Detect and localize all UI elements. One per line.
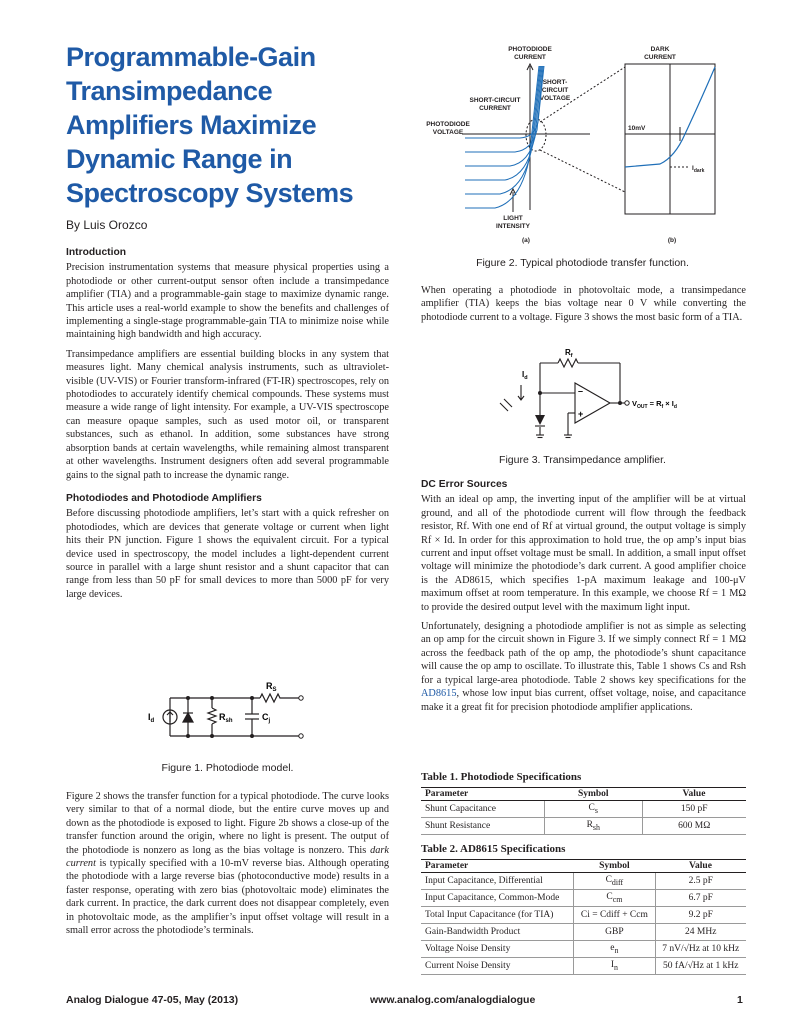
table-header: Parameter xyxy=(421,788,545,801)
ad8615-link[interactable]: AD8615 xyxy=(421,688,457,700)
light-intensity-label: LIGHT INTENSITY xyxy=(496,215,530,230)
table-row: Input Capacitance, Common-Mode $C_{cm}$ 6.7 pF xyxy=(421,890,746,907)
noninverting-input-sign: + xyxy=(578,409,584,419)
table-2 xyxy=(421,859,746,975)
figure-2a-label: (a) xyxy=(522,237,530,244)
vout-label: $V_{OUT} = R_f \times I_d$ xyxy=(632,399,677,410)
table-header: Value xyxy=(642,788,746,801)
short-circuit-current-label: SHORT-CIRCUIT CURRENT xyxy=(469,97,521,112)
table-header: Symbol xyxy=(545,788,643,801)
title-line: Programmable-Gain xyxy=(66,42,316,72)
table-row: Shunt Resistance $R_{sh}$ 600 MΩ xyxy=(421,818,746,835)
tia-intro-paragraph: When operating a photodiode in photovoltaic mode, a transimpedance amplifier (TIA) keeps the bias voltage near 0 V while converting the photodiode current to a voltage. Figure 3 shows the most basic form of a TIA. xyxy=(421,285,746,323)
photodiodes-heading: Photodiodes and Photodiode Amplifiers xyxy=(66,492,262,504)
photodiodes-paragraph-2: Figure 2 shows the transfer function for a typical photodiode. The curve looks very similar to that of a normal diode, but the entire curve moves up and down as the photodiode is exposed to light. Figure 2b shows a close-up of the transfer function around the origin, where no light is present. The output of the photodiode is nonzero as long as the bias voltage is nonzero. This dark current is typically specified with a 10-mV reverse bias. Although operating the photodiode with a large reverse bias (photoconductive mode) results in a faster response, operating with zero bias (photovoltaic mode) eliminates the dark current. In practice, the dark current does not disappear completely, even in photovoltaic mode, as the amplifier’s input offset voltage will result in a small error across the photodiode’s terminals. xyxy=(66,791,389,937)
figure-2-caption: Figure 2. Typical photodiode transfer function. xyxy=(476,257,689,269)
table-row: Voltage Noise Density $e_n$ 7 nV/√Hz at 10 kHz xyxy=(421,941,746,958)
table-row: Current Noise Density $I_n$ 50 fA/√Hz at 1 kHz xyxy=(421,958,746,975)
table-1 xyxy=(421,787,746,835)
table-row: Shunt Capacitance $C_s$ 150 pF xyxy=(421,801,746,818)
photodiode-current-label: PHOTODIODE CURRENT xyxy=(508,46,552,61)
idark-label: $I_{dark}$ xyxy=(692,165,705,174)
table-1-title: Table 1. Photodiode Specifications xyxy=(421,771,582,783)
id-label: $I_d$ xyxy=(148,712,155,724)
right-column-top xyxy=(421,284,746,330)
figure-2b-label: (b) xyxy=(667,237,677,244)
footer-url[interactable]: www.analog.com/analogdialogue xyxy=(370,994,536,1006)
dc-error-heading: DC Error Sources xyxy=(421,479,508,490)
figure-3-caption: Figure 3. Transimpedance amplifier. xyxy=(499,454,666,466)
ten-mv-label: 10mV xyxy=(628,125,646,132)
table-2-title: Table 2. AD8615 Specifications xyxy=(421,843,566,855)
short-circuit-voltage-label: SHORT-CIRCUIT VOLTAGE xyxy=(539,79,571,102)
byline: By Luis Orozco xyxy=(66,218,148,232)
rf-label: $R_f$ xyxy=(565,348,573,359)
left-column-top xyxy=(66,246,389,607)
table-row: Total Input Capacitance (for TIA) Ci = Cdiff + Ccm 9.2 pF xyxy=(421,907,746,924)
introduction-heading: Introduction xyxy=(66,247,127,258)
cj-label: $C_j$ xyxy=(262,712,271,724)
footer-publication: Analog Dialogue 47-05, May (2013) xyxy=(66,994,239,1006)
title-line: Dynamic Range in xyxy=(66,144,293,174)
rs-label: $R_S$ xyxy=(266,681,277,693)
article-title xyxy=(66,40,386,210)
rsh-label: $R_{sh}$ xyxy=(219,712,233,724)
photodiode-voltage-label: PHOTODIODE VOLTAGE xyxy=(426,121,470,136)
figure-2-transfer-function xyxy=(420,42,720,252)
title-line: Transimpedance xyxy=(66,76,273,106)
id-label: $I_d$ xyxy=(522,370,528,381)
title-line: Amplifiers Maximize xyxy=(66,110,317,140)
page-number: 1 xyxy=(737,994,743,1006)
right-column-middle xyxy=(421,478,746,720)
figure-3-tia-circuit xyxy=(480,345,690,445)
table-header: Value xyxy=(655,860,746,873)
left-column-bottom xyxy=(66,790,389,943)
dc-error-paragraph-1: With an ideal op amp, the inverting input of the amplifier will be at virtual ground, and all of the photodiode current will flow through the feedback resistor, Rf. With one end of Rf at virtual ground, the output voltage is simply Rf × Id. In order for this approximation to hold true, the op amp’s input bias current and input offset voltage must be small. In addition, a small input offset voltage will minimize the photodiode’s dark current. A good amplifier choice is the AD8615, which specifies 1-pA maximum leakage and 100-μV maximum offset at room temperature. In this example, we choose Rf = 1 MΩ to provide the desired output level with the maximum light input. xyxy=(421,494,746,613)
table-header: Parameter xyxy=(421,860,574,873)
intro-paragraph-1: Precision instrumentation systems that measure physical properties using a photodiode or other current-output sensor often include a transimpedance amplifier (TIA) and a programmable-gain stage to maximize dynamic range. This article uses a real-world example to show the benefits and challenges of implementing a single-stage programmable-gain TIA to minimize noise while maintaining high bandwidth and high accuracy. xyxy=(66,262,389,341)
table-row: Gain-Bandwidth Product GBP 24 MHz xyxy=(421,924,746,941)
title-line: Spectroscopy Systems xyxy=(66,178,354,208)
figure-1-caption: Figure 1. Photodiode model. xyxy=(161,762,294,774)
dark-current-label: DARK CURRENT xyxy=(644,46,676,61)
table-header: Symbol xyxy=(574,860,655,873)
table-row: Input Capacitance, Differential $C_{diff}$ 2.5 pF xyxy=(421,873,746,890)
photodiodes-paragraph-1: Before discussing photodiode amplifiers, let’s start with a quick refresher on photodiodes, which are devices that generate voltage or current when light hits their PN junction. Figure 1 shows the equivalent circuit. For a typical device used in spectroscopy, the model includes a light-dependent current source in parallel with a large shunt resistor and a shunt capacitor that can range from less than 50 pF for small devices to more than 5000 pF for very large devices. xyxy=(66,508,389,600)
inverting-input-sign: – xyxy=(578,386,584,396)
dc-error-paragraph-2: Unfortunately, designing a photodiode amplifier is not as simple as selecting an op amp for the circuit shown in Figure 3. If we simply connect Rf = 1 MΩ across the feedback path of the op amp, the photodiode’s shunt capacitance will cause the op amp to oscillate. To illustrate this, Table 1 shows Cs and Rsh for a typical large-area photodiode. Table 2 shows key specifications for the AD8615, whose low input bias current, offset voltage, noise, and capacitance make it a great fit for precision photodiode amplifier applications. xyxy=(421,621,746,713)
intro-paragraph-2: Transimpedance amplifiers are essential building blocks in any system that measures light. Many chemical analysis instruments, such as ultraviolet-visible (UV-VIS) or Fourier transform-infrared (FT-IR) spectroscopes, rely on photodiodes to accurately identify chemical compounds. These systems must measure a wide range of light intensity. For example, a UV-VIS spectroscope can measure opaque samples, such as used motor oil, or transparent substances, such as ethanol. In addition, some substances have strong absorption bands at certain wavelengths, while remaining almost transparent at other wavelengths. Instrument designers often add several programmable gains to the signal path to increase the dynamic range. xyxy=(66,348,389,481)
figure-1-photodiode-model xyxy=(140,678,320,748)
